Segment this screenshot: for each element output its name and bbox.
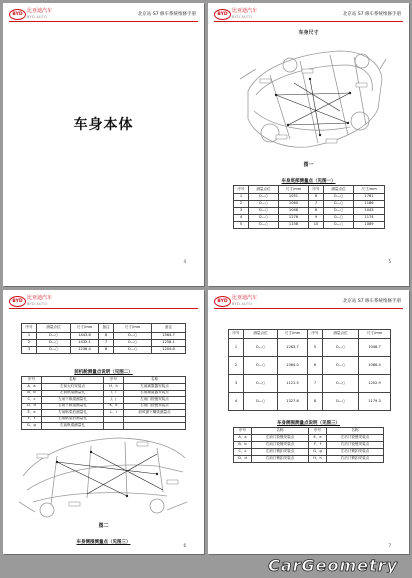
- table-cell: 7: [99, 340, 114, 347]
- table-row: [22, 347, 186, 354]
- page-number: 6: [183, 543, 186, 548]
- table-cell: B、b: [234, 442, 252, 449]
- table-header-cell: 尺寸/mm: [71, 324, 99, 333]
- table-cell: E、e: [22, 410, 42, 417]
- table-cell: 2: [234, 201, 249, 208]
- table-header-cell: 测量点位: [323, 330, 359, 339]
- site-watermark: [188, 557, 400, 573]
- header-rule: [9, 308, 198, 309]
- table-row: [234, 201, 385, 208]
- byd-logo: BYD: [9, 9, 26, 20]
- byd-logo: BYD: [214, 296, 231, 307]
- table-header-cell: 备注: [99, 324, 114, 333]
- table-cell: O—○: [324, 194, 354, 201]
- table-cell: 右前下纵梁测量孔: [42, 403, 104, 410]
- table-cell: 8: [309, 208, 324, 215]
- table-cell: 1048.7: [359, 339, 391, 357]
- table-header-cell: 名称: [252, 428, 309, 435]
- table-cell: 右后门锁扣安装点: [327, 456, 384, 463]
- table-header-row: [229, 330, 391, 339]
- table-header-cell: 名称: [327, 428, 384, 435]
- table-row: [234, 194, 385, 201]
- table-cell: 7: [308, 375, 323, 393]
- brand-name: [232, 8, 257, 20]
- table-cell: 左前门铰链安装点: [124, 397, 186, 404]
- table-cell: 左前门铰链安装点: [252, 435, 309, 442]
- table-cell: A、a: [22, 384, 42, 391]
- table-cell: 8: [99, 347, 114, 354]
- table-cell: O—○: [244, 393, 278, 411]
- header-rule: [214, 21, 403, 22]
- table-cell: O—○: [323, 375, 359, 393]
- table-cell: 1179.3: [359, 393, 391, 411]
- table-cell: B、b: [22, 390, 42, 397]
- table-cell: 6: [308, 357, 323, 375]
- table-cell: O—○: [249, 201, 279, 208]
- table-cell: O—○: [324, 215, 354, 222]
- table-header-row: [234, 428, 384, 435]
- table-cell: O—○: [37, 347, 71, 354]
- table-cell: O—○: [114, 340, 152, 347]
- table-cell: 4: [229, 393, 244, 411]
- table-cell: O—○: [244, 339, 278, 357]
- manual-page-4: [208, 290, 409, 554]
- legend-table: [21, 376, 186, 430]
- table-cell: 1186: [354, 201, 385, 208]
- table-cell: 9: [309, 215, 324, 222]
- table-cell: 3: [229, 375, 244, 393]
- table-cell: J、j: [104, 397, 124, 404]
- table-header-cell: 序号: [229, 330, 244, 339]
- table-cell: O—○: [249, 208, 279, 215]
- table-cell: O—○: [249, 215, 279, 222]
- table-cell: 左前减震器安装点: [124, 384, 186, 391]
- table-cell: 1364.0: [278, 357, 308, 375]
- table-header-cell: 尺寸/mm: [354, 186, 385, 194]
- table-cell: O—○: [249, 222, 279, 229]
- table-cell: 1258.1: [152, 340, 186, 347]
- manual-title: 北京站 S7 修车系统维修手册: [342, 299, 401, 304]
- page-header: [208, 290, 409, 312]
- table-cell: 1432.1: [71, 340, 99, 347]
- table-header-cell: 序号: [104, 377, 124, 384]
- table-cell: 1263.7: [278, 339, 308, 357]
- table-cell: 1327.6: [278, 393, 308, 411]
- table-cell: 左后门铰链安装点: [327, 435, 384, 442]
- brand-name: [27, 295, 52, 307]
- manual-page-2: [208, 3, 409, 286]
- table-header-row: [22, 324, 186, 333]
- table-cell: 1121.5: [278, 375, 308, 393]
- table-cell: O—○: [244, 375, 278, 393]
- table-cell: G、g: [309, 449, 327, 456]
- table-cell: O—○: [324, 222, 354, 229]
- table-header-cell: 尺寸/mm: [359, 330, 391, 339]
- table-cell: 7: [309, 201, 324, 208]
- table-header-cell: 序号: [234, 428, 252, 435]
- table-header-cell: 序号: [308, 330, 323, 339]
- body-side-diagram: [17, 432, 189, 520]
- manual-page-3: [3, 290, 204, 554]
- table-cell: A、a: [234, 435, 252, 442]
- table-cell: 1174: [354, 215, 385, 222]
- page-header: [3, 3, 204, 25]
- table-cell: O—○: [323, 357, 359, 375]
- table-cell: 1086.4: [359, 357, 391, 375]
- table-cell: 6: [99, 333, 114, 340]
- table-cell: O—○: [114, 347, 152, 354]
- table-cell: [124, 423, 186, 430]
- figure-caption: 图二: [98, 523, 109, 529]
- table-header-cell: 名称: [42, 377, 104, 384]
- table-cell: I、i: [104, 390, 124, 397]
- page-number: 4: [183, 259, 186, 264]
- table-header-cell: 测量点位: [249, 186, 279, 194]
- table-cell: 1043: [354, 208, 385, 215]
- table-cell: 1048: [279, 208, 309, 215]
- table-header-cell: 序号: [22, 377, 42, 384]
- page-header: [3, 290, 204, 312]
- table-cell: E、e: [309, 435, 327, 442]
- table-header-cell: 测量点位: [324, 186, 354, 194]
- table-header-cell: 名称: [124, 377, 186, 384]
- table-cell: O—○: [114, 333, 152, 340]
- table-cell: L、l: [104, 410, 124, 417]
- table-title: 前机舱测量点说明（见图二）: [74, 370, 133, 375]
- table-cell: 右前门铰链安装点: [124, 403, 186, 410]
- table-row: [229, 357, 391, 375]
- legend-table: [233, 427, 384, 463]
- table-row: [22, 333, 186, 340]
- table-cell: 1204.8: [152, 347, 186, 354]
- table-cell: 右前纵梁后测量孔: [42, 416, 104, 423]
- table-cell: O—○: [324, 208, 354, 215]
- table-header-cell: 序号: [309, 186, 324, 194]
- table-cell: 左前纵梁后测量孔: [42, 410, 104, 417]
- table-cell: 1761: [354, 194, 385, 201]
- table-cell: 6: [309, 194, 324, 201]
- table-cell: 1060: [279, 201, 309, 208]
- table-title: 车身侧围测量点说明（见图三）: [277, 421, 340, 426]
- table-row: [234, 215, 385, 222]
- table-header-cell: 序号: [309, 428, 327, 435]
- brand-en: BYD AUTO: [27, 302, 48, 306]
- table-cell: 10: [309, 222, 324, 229]
- table-cell: F、f: [309, 442, 327, 449]
- table-row: [234, 442, 384, 449]
- table-row: [229, 393, 391, 411]
- brand-cn: 比亚迪汽车: [27, 295, 53, 301]
- table-cell: 1: [234, 194, 249, 201]
- table-header-cell: 序号: [22, 324, 37, 333]
- table-cell: 1: [229, 339, 244, 357]
- table-cell: 1089: [354, 222, 385, 229]
- brand-en: BYD AUTO: [232, 302, 253, 306]
- brand-cn: 比亚迪汽车: [232, 8, 258, 14]
- table-title: 车身侧围测量点（见图三）: [76, 540, 131, 545]
- page-number: 7: [388, 543, 391, 548]
- figure-caption: 图一: [303, 162, 314, 168]
- table-cell: 2: [229, 357, 244, 375]
- table-header-cell: 序号: [234, 186, 249, 194]
- table-header-cell: 测量点位: [244, 330, 278, 339]
- brand-name: [27, 8, 52, 20]
- header-rule: [9, 21, 198, 22]
- byd-logo: BYD: [9, 296, 26, 307]
- table-cell: 8: [308, 393, 323, 411]
- table-cell: H、h: [309, 456, 327, 463]
- underbody-diagram: [230, 39, 388, 157]
- manual-title: 北京站 S7 修车系统维修手册: [137, 12, 196, 17]
- table-cell: H、h: [104, 384, 124, 391]
- table-cell: K、k: [104, 403, 124, 410]
- table-cell: 前风窗下横梁测量点: [124, 410, 186, 417]
- table-cell: O—○: [244, 357, 278, 375]
- header-rule: [214, 308, 403, 309]
- table-cell: 5: [308, 339, 323, 357]
- table-cell: G、g: [22, 423, 42, 430]
- table-cell: O—○: [249, 194, 279, 201]
- table-row: [234, 222, 385, 229]
- table-cell: D、d: [22, 403, 42, 410]
- watermark-text: CarGeometry: [268, 557, 398, 573]
- table-cell: 4: [234, 215, 249, 222]
- table-cell: 右前减震器安装点: [124, 390, 186, 397]
- table-cell: O—○: [324, 201, 354, 208]
- table-cell: 3: [22, 347, 37, 354]
- table-cell: 2: [22, 340, 37, 347]
- chapter-title: 车身本体: [73, 117, 134, 133]
- table-cell: 5: [234, 222, 249, 229]
- table-cell: O—○: [323, 339, 359, 357]
- table-row: [22, 423, 186, 430]
- table-cell: 1202.9: [359, 375, 391, 393]
- section-title: 车身尺寸: [298, 30, 319, 36]
- table-header-row: [22, 377, 186, 384]
- table-cell: 1: [22, 333, 37, 340]
- table-cell: 右前门铰链安装点: [252, 442, 309, 449]
- dimension-table: [228, 329, 391, 411]
- table-cell: C、c: [234, 449, 252, 456]
- page-number: 5: [388, 259, 391, 264]
- table-cell: 1276: [279, 215, 309, 222]
- table-row: [234, 449, 384, 456]
- table-header-cell: 尺寸/mm: [114, 324, 152, 333]
- table-header-cell: 测量点位: [37, 324, 71, 333]
- table-row: [229, 375, 391, 393]
- table-cell: 左前门锁扣安装点: [252, 449, 309, 456]
- table-cell: F、f: [22, 416, 42, 423]
- brand-cn: 比亚迪汽车: [27, 8, 53, 14]
- table-cell: 左前大灯安装点: [42, 384, 104, 391]
- table-cell: [104, 423, 124, 430]
- table-cell: O—○: [37, 340, 71, 347]
- table-cell: 3: [234, 208, 249, 215]
- table-row: [234, 208, 385, 215]
- table-cell: 1443.6: [71, 333, 99, 340]
- table-cell: 1238.4: [71, 347, 99, 354]
- table-header-cell: 尺寸/mm: [279, 186, 309, 194]
- table-cell: C、c: [22, 397, 42, 404]
- byd-logo: BYD: [214, 9, 231, 20]
- table-title: 车身底部测量点（见图一）: [281, 179, 336, 184]
- table-cell: O—○: [323, 393, 359, 411]
- table-cell: 1564.7: [152, 333, 186, 340]
- table-cell: D、d: [234, 456, 252, 463]
- table-header-cell: 备注: [152, 324, 186, 333]
- brand-en: BYD AUTO: [27, 15, 48, 19]
- table-row: [234, 435, 384, 442]
- dimension-table: [233, 185, 385, 229]
- table-header-row: [234, 186, 385, 194]
- manual-title: 北京站 S7 修车系统维修手册: [342, 12, 401, 17]
- table-cell: 左后门锁扣安装点: [327, 449, 384, 456]
- table-cell: O—○: [37, 333, 71, 340]
- manual-page-1: [3, 3, 204, 286]
- table-header-cell: 尺寸/mm: [278, 330, 308, 339]
- table-cell: 1051: [279, 194, 309, 201]
- table-cell: 右前纵梁测量孔: [42, 423, 104, 430]
- brand-name: [232, 295, 257, 307]
- brand-cn: 比亚迪汽车: [232, 295, 258, 301]
- table-row: [234, 456, 384, 463]
- table-cell: 右后门铰链安装点: [327, 442, 384, 449]
- table-cell: 右前门锁扣安装点: [252, 456, 309, 463]
- dimension-table: [21, 323, 186, 354]
- table-cell: 1158: [279, 222, 309, 229]
- brand-en: BYD AUTO: [232, 15, 253, 19]
- table-cell: 左前下纵梁测量孔: [42, 397, 104, 404]
- page-header: [208, 3, 409, 25]
- table-row: [22, 340, 186, 347]
- table-cell: 左前纵梁测量孔: [42, 390, 104, 397]
- table-row: [229, 339, 391, 357]
